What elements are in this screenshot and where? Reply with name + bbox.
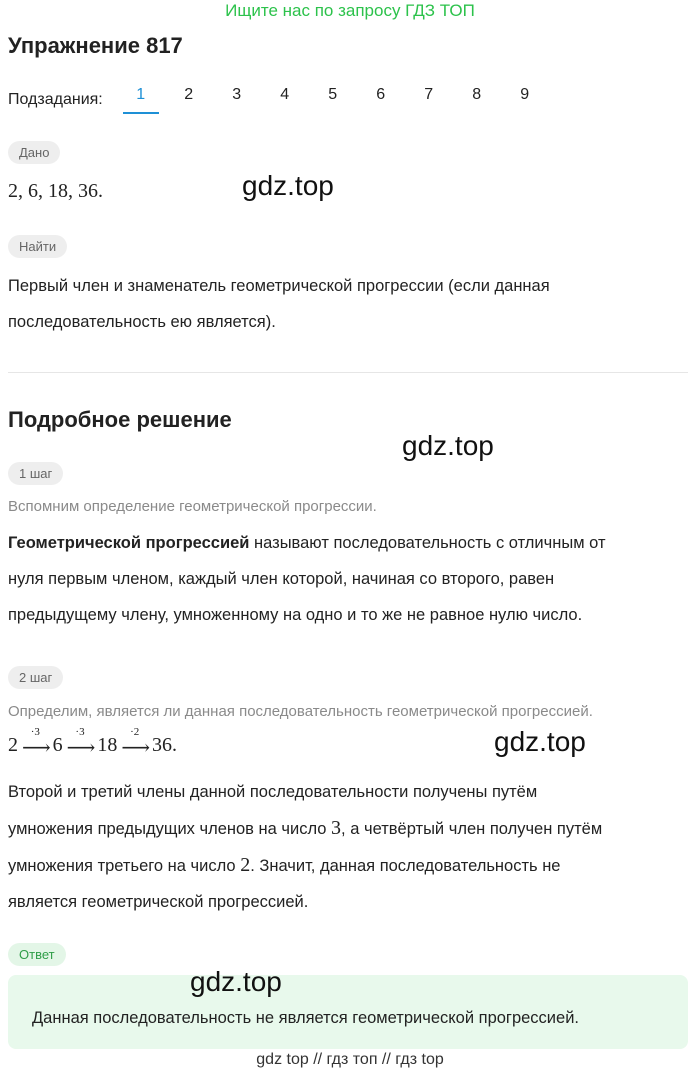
step1-badge: 1 шаг bbox=[8, 462, 63, 485]
answer-badge: Ответ bbox=[8, 943, 66, 966]
page-title: Упражнение 817 bbox=[8, 33, 183, 58]
tab-subtask-7[interactable]: 7 bbox=[424, 86, 434, 103]
tab-subtask-3[interactable]: 3 bbox=[232, 86, 242, 103]
watermark: gdz.top bbox=[494, 726, 586, 757]
watermark: gdz.top bbox=[190, 966, 282, 997]
find-text: Первый член и знаменатель геометрической прогрессии (если данная последовательность ею является). bbox=[8, 277, 550, 331]
footer-links[interactable]: gdz top // гдз топ // гдз top bbox=[256, 1051, 444, 1068]
subtask-tabs bbox=[8, 86, 549, 114]
step2-badge: 2 шаг bbox=[8, 666, 63, 689]
watermark: gdz.top bbox=[402, 430, 494, 461]
step1-text: Геометрической прогрессией называют последовательность с отличным от нуля первым членом, каждый член которой, начиная со второго, равен предыдущему члену, умноженному на одно и то же не равное нулю число. bbox=[8, 534, 606, 624]
given-badge: Дано bbox=[8, 141, 60, 164]
watermark: gdz.top bbox=[242, 170, 334, 201]
given-formula: 2, 6, 18, 36. bbox=[8, 180, 103, 202]
tab-subtask-2[interactable]: 2 bbox=[184, 86, 194, 103]
subtasks-label: Подзадания: bbox=[8, 91, 103, 108]
tab-subtask-8[interactable]: 8 bbox=[472, 86, 482, 103]
tab-subtask-6[interactable]: 6 bbox=[376, 86, 386, 103]
find-badge: Найти bbox=[8, 235, 67, 258]
step2-hint: Определим, является ли данная последовательность геометрической прогрессией. bbox=[8, 703, 593, 720]
tab-subtask-1[interactable]: 1 bbox=[117, 86, 165, 114]
tab-subtask-5[interactable]: 5 bbox=[328, 86, 338, 103]
step2-text: Второй и третий члены данной последовательности получены путём умножения предыдущих членов на число 3, а четвёртый член получен путём умножения третьего на число 2. Значит, данная последовательность не является геометрической прогрессией. bbox=[8, 783, 603, 911]
promo-banner: Ищите нас по запросу ГДЗ ТОП bbox=[225, 1, 475, 20]
tab-subtask-9[interactable]: 9 bbox=[520, 86, 530, 103]
sequence-formula: 2 ·3 ⟶ 6 ·3 ⟶ 18 ·2 ⟶ 36. bbox=[8, 726, 178, 759]
tab-subtask-4[interactable]: 4 bbox=[280, 86, 290, 103]
divider bbox=[8, 372, 688, 373]
solution-heading: Подробное решение bbox=[8, 407, 232, 432]
step1-hint: Вспомним определение геометрической прогрессии. bbox=[8, 498, 377, 515]
definition-term: Геометрической прогрессией bbox=[8, 534, 250, 552]
answer-text: Данная последовательность не является геометрической прогрессией. bbox=[32, 1009, 579, 1027]
